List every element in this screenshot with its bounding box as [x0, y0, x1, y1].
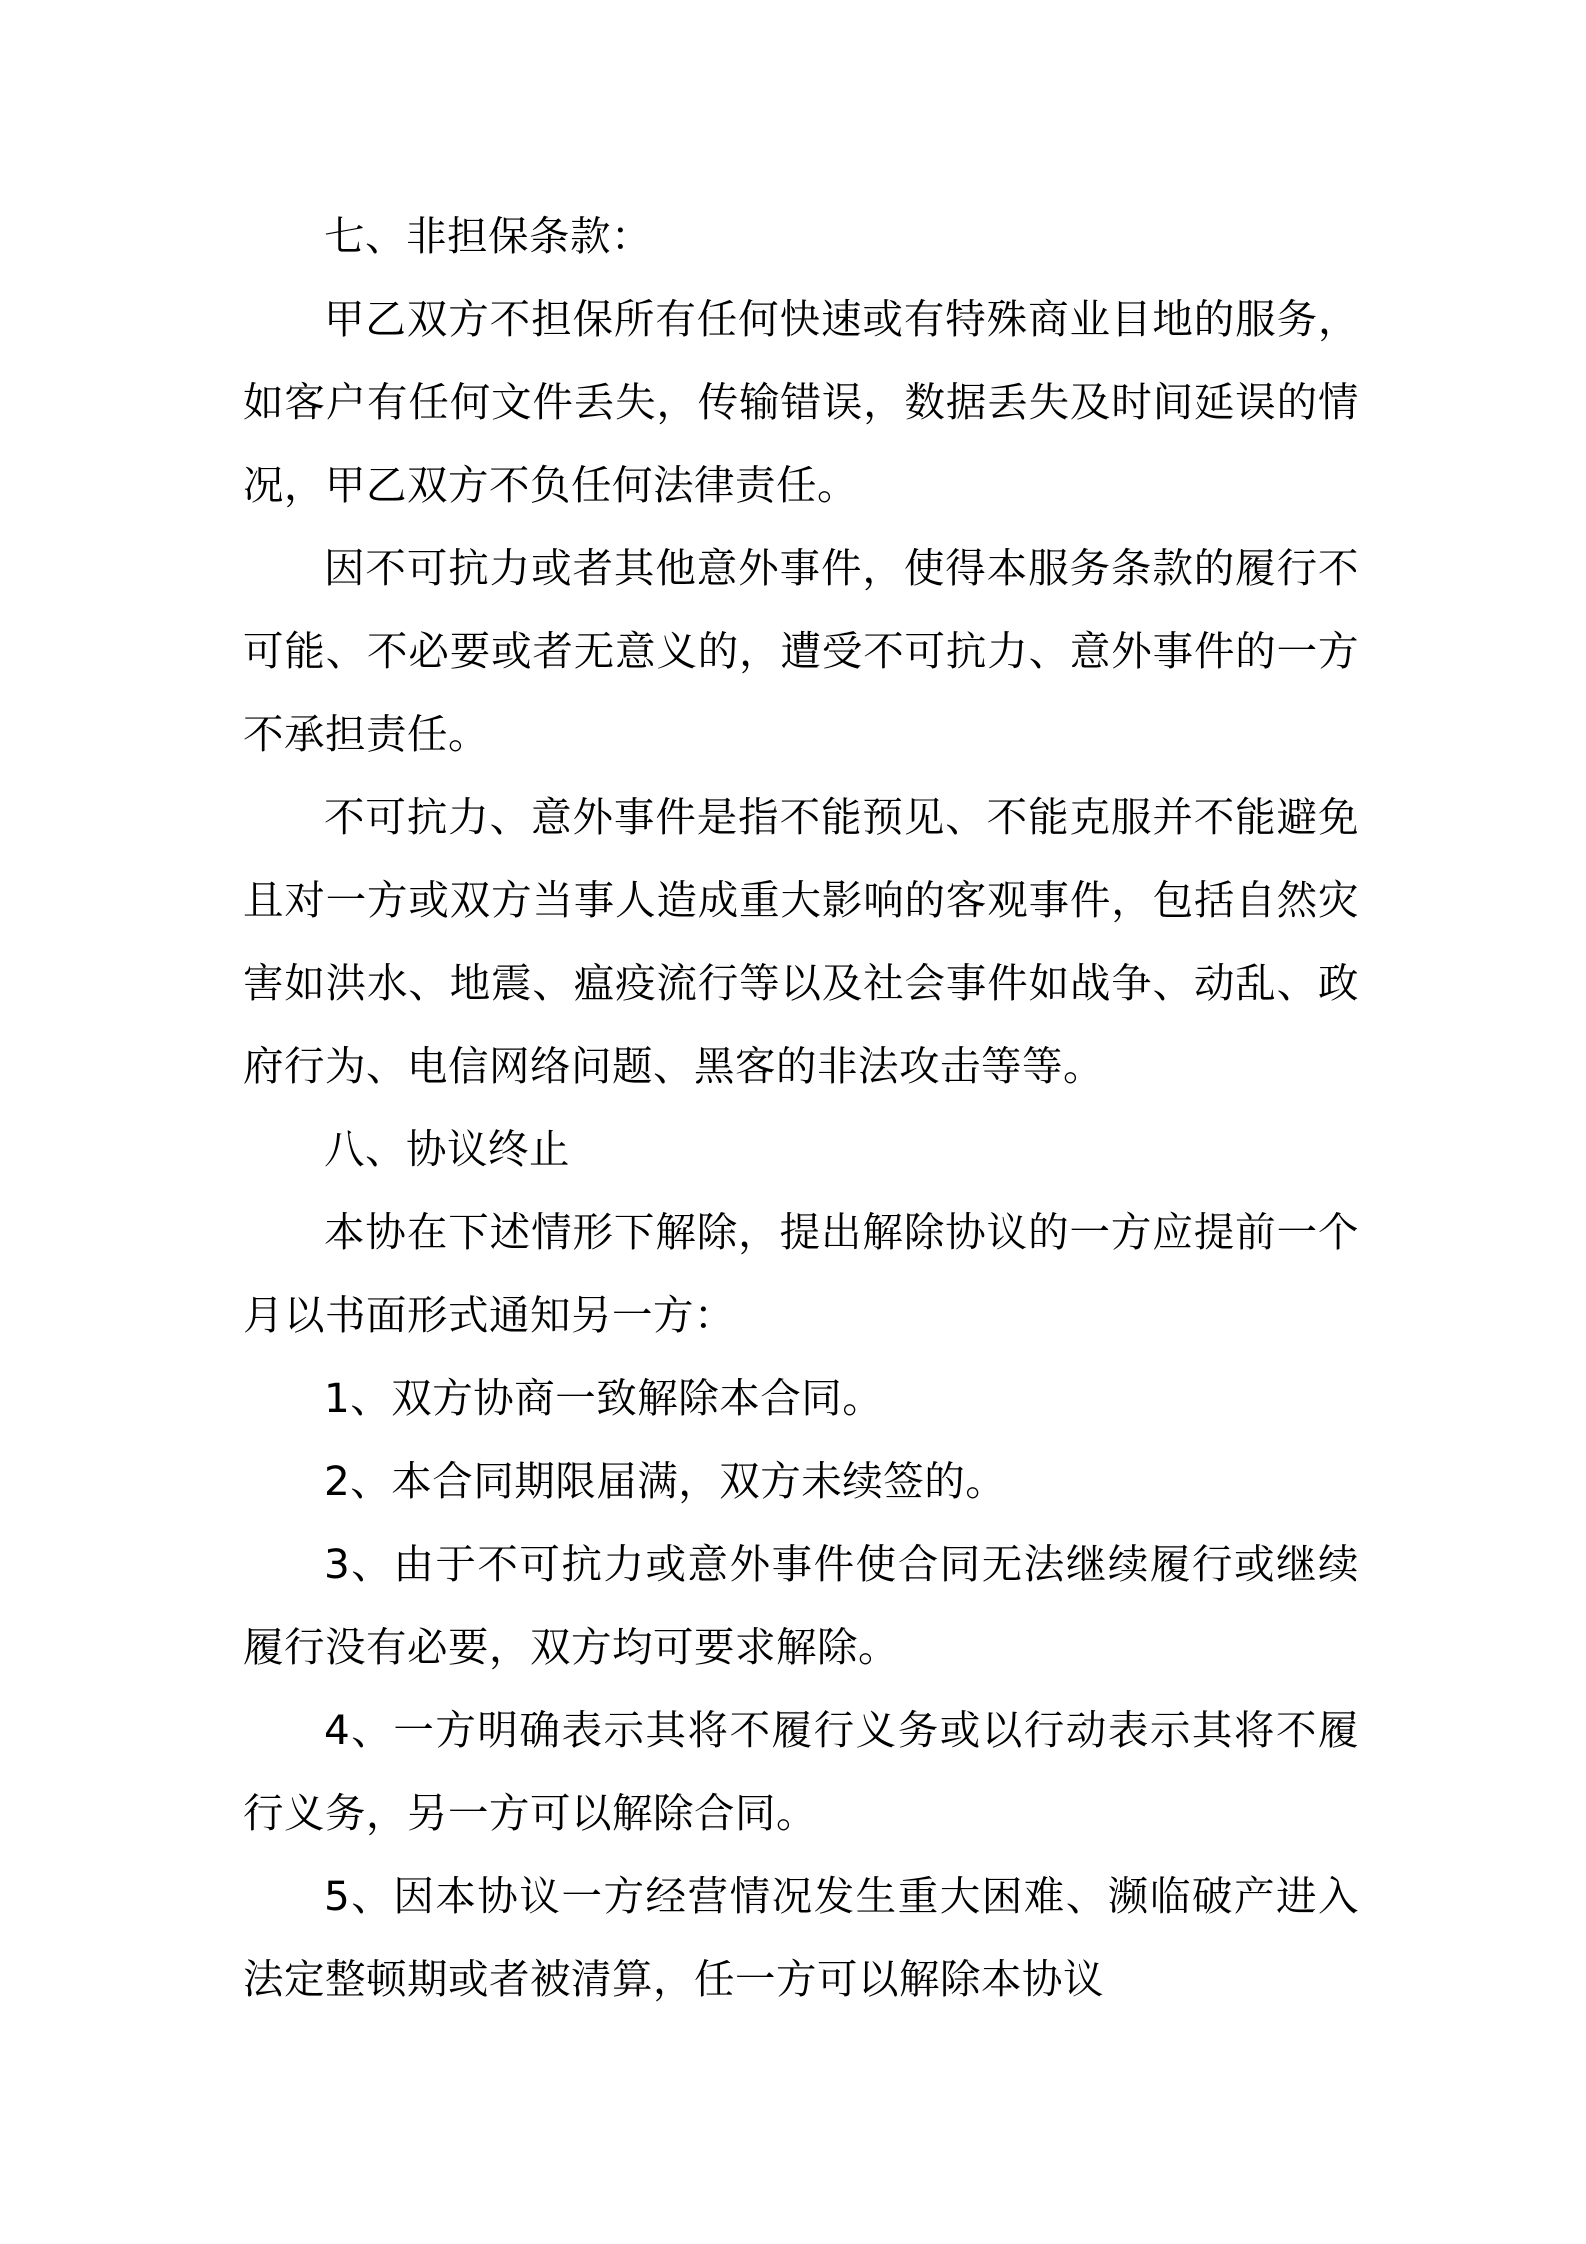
list-item-termination-5: 5、因本协议一方经营情况发生重大困难、濒临破产进入法定整顿期或者被清算，任一方可以解除本协议 — [243, 1872, 1359, 2003]
list-item-termination-4: 4、一方明确表示其将不履行义务或以行动表示其将不履行义务，另一方可以解除合同。 — [243, 1706, 1359, 1837]
list-item-termination-1: 1、双方协商一致解除本合同。 — [324, 1374, 884, 1422]
list-item-termination-2: 2、本合同期限届满，双方未续签的。 — [324, 1457, 1007, 1505]
list-item-termination-3: 3、由于不可抗力或意外事件使合同无法继续履行或继续履行没有必要，双方均可要求解除。 — [243, 1540, 1359, 1671]
paragraph-force-majeure-definition: 不可抗力、意外事件是指不能预见、不能克服并不能避免且对一方或双方当事人造成重大影响的客观事件，包括自然灾害如洪水、地震、瘟疫流行等以及社会事件如战争、动乱、政府行为、电信网络问题、黑客的非法攻击等等。 — [243, 793, 1359, 1090]
paragraph-force-majeure: 因不可抗力或者其他意外事件，使得本服务条款的履行不可能、不必要或者无意义的，遭受不可抗力、意外事件的一方不承担责任。 — [243, 544, 1359, 758]
paragraph-no-guarantee: 甲乙双方不担保所有任何快速或有特殊商业目地的服务，如客户有任何文件丢失，传输错误，数据丢失及时间延误的情况，甲乙双方不负任何法律责任。 — [243, 295, 1359, 509]
section-heading-eight: 八、协议终止 — [324, 1125, 570, 1173]
paragraph-termination-intro: 本协在下述情形下解除，提出解除协议的一方应提前一个月以书面形式通知另一方： — [243, 1208, 1359, 1339]
document-page — [243, 195, 1359, 2021]
section-heading-seven: 七、非担保条款： — [324, 212, 652, 260]
